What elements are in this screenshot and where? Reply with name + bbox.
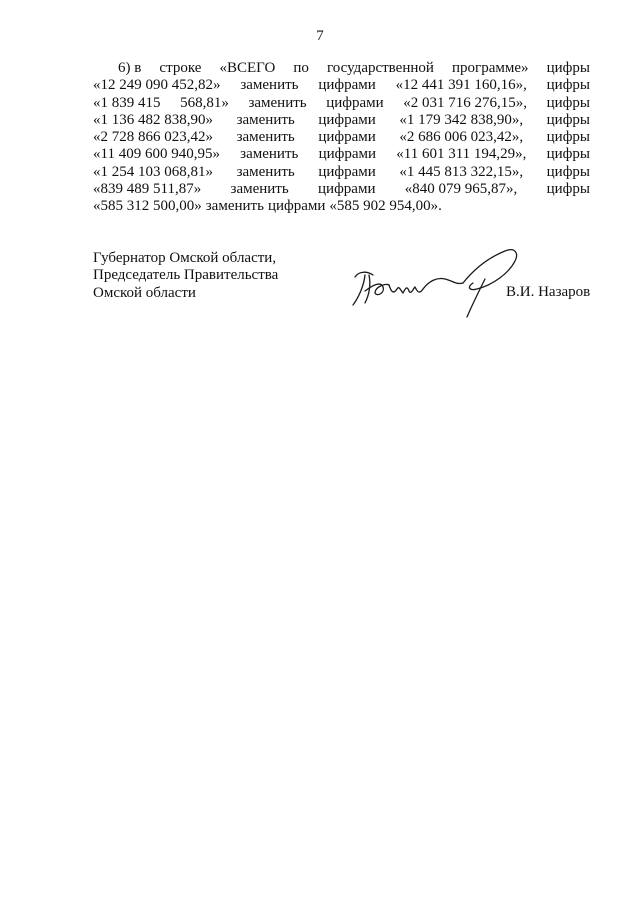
paragraph-line <box>93 77 590 94</box>
word: «2 728 866 023,42» <box>93 129 213 146</box>
word: «2 031 716 276,15», <box>403 94 528 111</box>
word: цифры <box>546 129 590 146</box>
word: цифры <box>546 77 590 94</box>
word: цифрами <box>318 129 376 146</box>
paragraph-line <box>93 181 590 198</box>
signer-name: В.И. Назаров <box>506 284 591 300</box>
word: цифрами <box>267 198 326 215</box>
signatory-title-line: Омской области <box>93 284 196 301</box>
word: «2 686 006 023,42», <box>399 129 524 146</box>
word: 568,81» <box>180 94 229 111</box>
word: государственной <box>327 60 434 76</box>
paragraph-line <box>93 60 590 77</box>
word: заменить <box>236 111 295 128</box>
word: цифры <box>546 94 590 111</box>
word: цифрами <box>318 163 376 180</box>
word: заменить <box>236 163 295 180</box>
word: «585 312 500,00» <box>93 198 202 215</box>
word: «1 254 103 068,81» <box>93 163 213 180</box>
word: заменить <box>240 146 299 163</box>
word: программе» <box>452 60 529 76</box>
word: «12 441 391 160,16», <box>395 77 527 94</box>
word: «ВСЕГО <box>219 60 276 76</box>
signatory-title-line: Председатель Правительства <box>93 267 279 284</box>
word: заменить <box>236 129 295 146</box>
amendment-paragraph <box>93 60 590 216</box>
word: заменить <box>248 94 307 111</box>
word: цифрами <box>318 111 376 128</box>
paragraph-line <box>93 112 590 129</box>
word: цифры <box>546 60 590 76</box>
signatory-title-line: Губернатор Омской области, <box>93 250 277 266</box>
paragraph-line <box>93 198 590 215</box>
word: строке <box>159 60 202 76</box>
word: «585 902 954,00». <box>329 198 442 215</box>
word: по <box>293 60 309 76</box>
signatory-title <box>93 250 278 302</box>
paragraph-line <box>93 146 590 163</box>
word: цифры <box>546 181 590 198</box>
word: «1 445 813 322,15», <box>399 163 524 180</box>
word: «11 409 600 940,95» <box>93 146 220 163</box>
paragraph-line <box>93 164 590 181</box>
page-number: 7 <box>316 28 324 44</box>
word: «1 839 415 <box>93 94 161 111</box>
word: «839 489 511,87» <box>93 181 202 198</box>
word: цифрами <box>318 77 376 94</box>
word: заменить <box>205 198 264 215</box>
paragraph-line <box>93 129 590 146</box>
word: «1 179 342 838,90», <box>399 111 524 128</box>
paragraph-line <box>93 95 590 112</box>
word: цифрами <box>326 94 384 111</box>
word: 6) в <box>118 60 142 76</box>
word: цифры <box>546 111 590 128</box>
word: «11 601 311 194,29», <box>396 146 527 163</box>
word: цифрами <box>318 146 377 163</box>
word: заменить <box>230 181 289 198</box>
word: цифры <box>546 163 590 180</box>
word: «840 079 965,87», <box>404 181 518 198</box>
handwritten-signature <box>345 245 525 320</box>
word: «1 136 482 838,90» <box>93 111 213 128</box>
word: заменить <box>240 77 299 94</box>
word: «12 249 090 452,82» <box>93 77 221 94</box>
word: цифры <box>546 146 590 163</box>
word: цифрами <box>318 181 376 198</box>
